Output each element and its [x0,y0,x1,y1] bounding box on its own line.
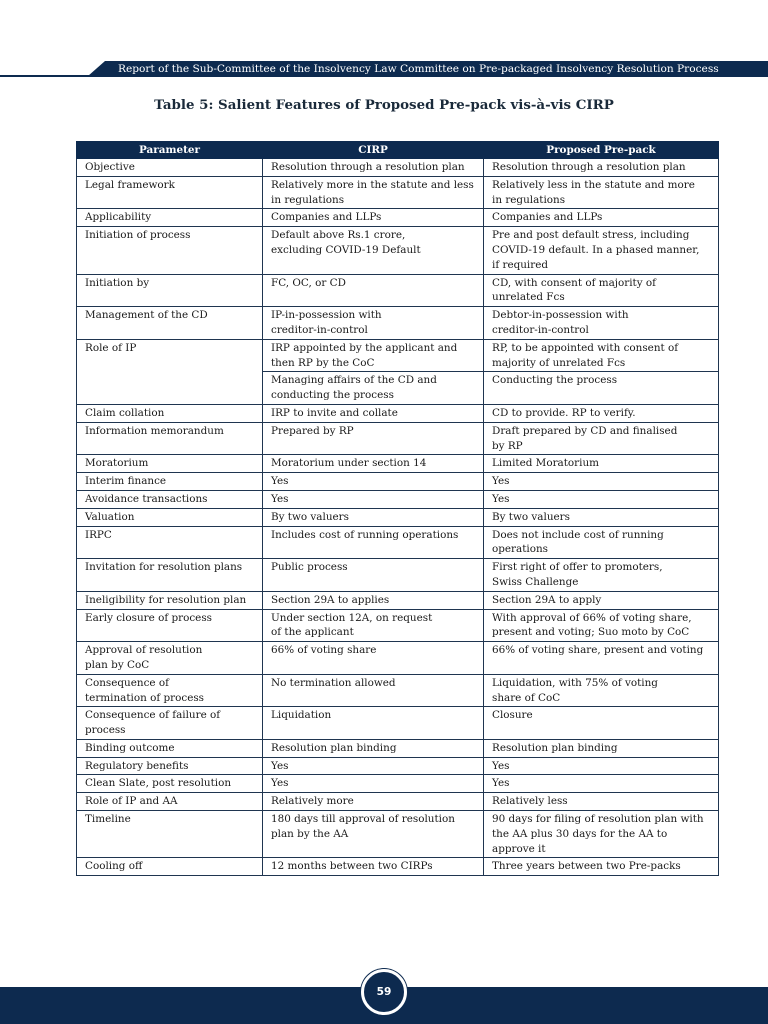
cell-prepack-line: Yes [492,475,510,488]
cell-parameter-line: Management of the CD [85,309,208,322]
cell-prepack-line: 90 days for filing of resolution plan with [492,813,704,826]
cell-prepack-line: CD, with consent of majority of [492,276,656,289]
cell-parameter [77,739,263,757]
cell-prepack [484,793,719,811]
cell-cirp-line: Resolution through a resolution plan [271,161,465,173]
cell-parameter-line: Timeline [85,813,131,826]
table-row [77,209,719,227]
cell-prepack [484,811,719,858]
cell-cirp-line: Liquidation [271,709,332,722]
cell-cirp-line: Resolution plan binding [271,741,397,754]
cell-parameter [77,490,263,508]
cell-prepack-line: First right of offer to promoters, [492,561,663,574]
cell-cirp [263,674,484,707]
cell-prepack [484,422,719,455]
table-row [77,775,719,793]
table-row [77,227,719,274]
cell-prepack-line: share of CoC [492,691,561,704]
cell-cirp [263,526,484,559]
cell-parameter-line: Consequence of failure of [85,709,221,722]
cell-prepack-line: approve it [492,842,546,855]
cell-cirp [263,642,484,675]
table-row [77,473,719,491]
cell-prepack [484,609,719,642]
cell-prepack-line: CD to provide. RP to verify. [492,406,636,419]
cell-parameter [77,858,263,876]
cell-parameter [77,404,263,422]
table-row [77,674,719,707]
table-header-row [77,142,719,159]
cell-cirp-line: of the applicant [271,626,354,639]
cell-parameter [77,559,263,592]
cell-parameter-line: Objective [85,161,135,173]
cell-prepack-line: Yes [492,777,510,790]
cell-cirp-line: IRP appointed by the applicant and [271,341,458,354]
cell-parameter-line: Legal framework [85,178,175,191]
cell-parameter [77,642,263,675]
cell-prepack-line: Limited Moratorium [492,457,600,470]
cell-parameter [77,591,263,609]
cell-parameter [77,307,263,340]
cell-prepack [484,274,719,307]
cell-cirp [263,422,484,455]
cell-prepack-line: Draft prepared by CD and finalised [492,424,678,437]
cell-parameter [77,227,263,274]
cell-prepack-line: the AA plus 30 days for the AA to [492,827,668,840]
cell-cirp-line: Prepared by RP [271,424,354,437]
cell-cirp [263,591,484,609]
table-row [77,591,719,609]
cell-parameter [77,508,263,526]
cell-prepack-line: by RP [492,439,523,452]
cell-cirp-line: Relatively more [271,795,354,808]
table-row [77,455,719,473]
cell-cirp-line: Moratorium under section 14 [271,457,427,470]
cell-prepack-line: Debtor-in-possession with [492,309,629,322]
cell-cirp [263,508,484,526]
cell-cirp [263,159,484,177]
table-row [77,274,719,307]
cell-prepack-line: majority of unrelated Fcs [492,356,626,369]
table-row [77,707,719,740]
cell-prepack-line: Relatively less [492,795,568,808]
page-number: 59 [376,986,392,998]
cell-prepack-line: creditor-in-control [492,323,589,336]
cell-cirp-line: No termination allowed [271,676,396,689]
cell-parameter-line: Avoidance transactions [85,492,208,505]
cell-cirp-line: in regulations [271,193,345,206]
cell-parameter-line: Clean Slate, post resolution [85,777,232,790]
table-row [77,739,719,757]
table-row [77,858,719,876]
cell-cirp-line: IP-in-possession with [271,309,382,322]
cell-parameter [77,775,263,793]
cell-prepack [484,404,719,422]
table-row [77,422,719,455]
cell-parameter-line: Valuation [85,510,135,523]
cell-prepack [484,775,719,793]
cell-prepack-line: unrelated Fcs [492,291,565,304]
cell-prepack [484,490,719,508]
cell-cirp [263,811,484,858]
cell-parameter-line: Cooling off [85,860,143,873]
cell-parameter-line: process [85,724,126,737]
cell-parameter [77,455,263,473]
cell-parameter [77,159,263,177]
cell-prepack-line: Does not include cost of running [492,528,664,541]
cell-prepack-line: By two valuers [492,510,570,523]
cell-cirp [263,793,484,811]
cell-prepack [484,176,719,209]
cell-parameter-line: Invitation for resolution plans [85,561,243,574]
table-row [77,811,719,858]
cell-cirp [263,339,484,372]
cell-prepack [484,707,719,740]
cell-cirp-line: plan by the AA [271,827,349,840]
cell-prepack-line: Resolution through a resolution plan [492,161,686,173]
cell-prepack [484,508,719,526]
cell-parameter [77,339,263,404]
table-row [77,490,719,508]
cell-cirp [263,559,484,592]
header-parameter: Parameter [77,142,263,159]
cell-cirp-line: Yes [271,777,289,790]
cell-parameter [77,793,263,811]
cell-cirp-line: Includes cost of running operations [271,528,459,541]
cell-parameter-line: Information memorandum [85,424,224,437]
cell-prepack-line: With approval of 66% of voting share, [492,611,692,624]
cell-parameter-line: Role of IP [85,341,137,354]
cell-prepack-line: RP, to be appointed with consent of [492,341,679,354]
cell-cirp [263,307,484,340]
cell-prepack-line: Resolution plan binding [492,741,618,754]
cell-prepack [484,559,719,592]
cell-parameter [77,674,263,707]
table-row [77,508,719,526]
cell-parameter-line: Ineligibility for resolution plan [85,593,247,606]
cell-parameter-line: IRPC [85,528,112,541]
table-row [77,793,719,811]
cell-prepack [484,372,719,405]
cell-parameter-line: Claim collation [85,406,165,419]
cell-prepack [484,526,719,559]
cell-parameter-line: plan by CoC [85,658,150,671]
cell-cirp-line: FC, OC, or CD [271,276,346,289]
cell-cirp-line: Companies and LLPs [271,211,382,224]
table-row [77,609,719,642]
cell-prepack [484,455,719,473]
cell-cirp [263,609,484,642]
cell-parameter-line: Binding outcome [85,741,175,754]
table-title: Table 5: Salient Features of Proposed Pre-pack vis-à-vis CIRP [154,97,614,113]
cell-prepack-line: Pre and post default stress, including [492,229,690,242]
cell-parameter [77,811,263,858]
cell-prepack [484,209,719,227]
cell-prepack-line: Yes [492,492,510,505]
cell-cirp-line: 180 days till approval of resolution [271,813,455,826]
table-row [77,526,719,559]
cell-parameter [77,707,263,740]
cell-prepack-line: Relatively less in the statute and more [492,178,695,191]
cell-parameter [77,526,263,559]
cell-parameter [77,209,263,227]
cell-cirp [263,858,484,876]
cell-cirp-line: conducting the process [271,389,394,402]
table-row [77,642,719,675]
cell-prepack-line: Yes [492,759,510,772]
cell-cirp [263,775,484,793]
cell-cirp [263,209,484,227]
cell-parameter-line: Early closure of process [85,611,212,624]
cell-cirp [263,707,484,740]
cell-parameter-line: termination of process [85,691,205,704]
cell-cirp-line: excluding COVID-19 Default [271,243,421,256]
table-row [77,159,719,177]
cell-prepack [484,642,719,675]
table-row [77,757,719,775]
table-row [77,339,719,372]
cell-cirp-line: Default above Rs.1 crore, [271,229,406,242]
cell-parameter [77,176,263,209]
table-body [77,159,719,876]
cell-prepack [484,307,719,340]
header-cirp: CIRP [263,142,484,159]
cell-prepack [484,674,719,707]
table-row [77,307,719,340]
cell-cirp-line: Yes [271,492,289,505]
cell-parameter [77,274,263,307]
cell-prepack-line: Three years between two Pre-packs [492,860,681,873]
cell-parameter-line: Applicability [85,211,152,224]
cell-parameter-line: Consequence of [85,676,169,689]
report-header-title: Report of the Sub-Committee of the Insolvency Law Committee on Pre-packaged Insolvency Resolution Process [118,63,719,75]
cell-prepack-line: in regulations [492,193,566,206]
cell-cirp-line: By two valuers [271,510,349,523]
features-table [76,141,719,876]
cell-parameter [77,757,263,775]
cell-parameter-line: Interim finance [85,475,167,488]
cell-cirp-line: Yes [271,475,289,488]
cell-cirp-line: Yes [271,759,289,772]
cell-cirp-line: then RP by the CoC [271,356,375,369]
cell-parameter-line: Moratorium [85,457,149,470]
cell-parameter-line: Initiation of process [85,229,191,242]
cell-cirp [263,227,484,274]
cell-cirp-line: Under section 12A, on request [271,611,433,624]
cell-cirp [263,473,484,491]
cell-cirp-line: IRP to invite and collate [271,406,398,419]
cell-cirp-line: Section 29A to applies [271,593,390,606]
cell-cirp-line: Public process [271,561,348,574]
cell-cirp [263,274,484,307]
cell-prepack-line: Swiss Challenge [492,575,579,588]
cell-parameter [77,609,263,642]
cell-prepack [484,858,719,876]
cell-prepack-line: operations [492,543,548,556]
cell-parameter [77,422,263,455]
cell-prepack-line: COVID-19 default. In a phased manner, [492,243,700,256]
cell-cirp [263,490,484,508]
cell-prepack-line: Companies and LLPs [492,211,603,224]
cell-parameter-line: Role of IP and AA [85,795,178,808]
cell-parameter-line: Approval of resolution [85,644,203,657]
cell-prepack-line: Closure [492,709,533,722]
cell-parameter-line: Initiation by [85,276,150,289]
cell-cirp-line: Relatively more in the statute and less [271,178,474,191]
cell-prepack-line: 66% of voting share, present and voting [492,644,704,657]
cell-prepack [484,757,719,775]
cell-cirp [263,404,484,422]
cell-cirp-line: 12 months between two CIRPs [271,860,433,873]
table-row [77,559,719,592]
cell-prepack-line: Section 29A to apply [492,593,602,606]
cell-prepack [484,739,719,757]
cell-prepack-line: if required [492,258,549,271]
cell-prepack [484,339,719,372]
cell-prepack-line: present and voting; Suo moto by CoC [492,626,690,639]
cell-cirp [263,372,484,405]
cell-prepack-line: Liquidation, with 75% of voting [492,676,658,689]
table-row [77,176,719,209]
cell-prepack [484,473,719,491]
cell-cirp [263,176,484,209]
cell-prepack-line: Conducting the process [492,374,618,387]
cell-cirp [263,757,484,775]
cell-prepack [484,227,719,274]
cell-cirp-line: creditor-in-control [271,323,368,336]
table-row [77,404,719,422]
cell-prepack [484,159,719,177]
header-prepack: Proposed Pre-pack [484,142,719,159]
cell-prepack [484,591,719,609]
cell-parameter [77,473,263,491]
cell-cirp-line: 66% of voting share [271,644,377,657]
cell-cirp-line: Managing affairs of the CD and [271,374,437,387]
cell-cirp [263,739,484,757]
cell-cirp [263,455,484,473]
cell-parameter-line: Regulatory benefits [85,759,189,772]
